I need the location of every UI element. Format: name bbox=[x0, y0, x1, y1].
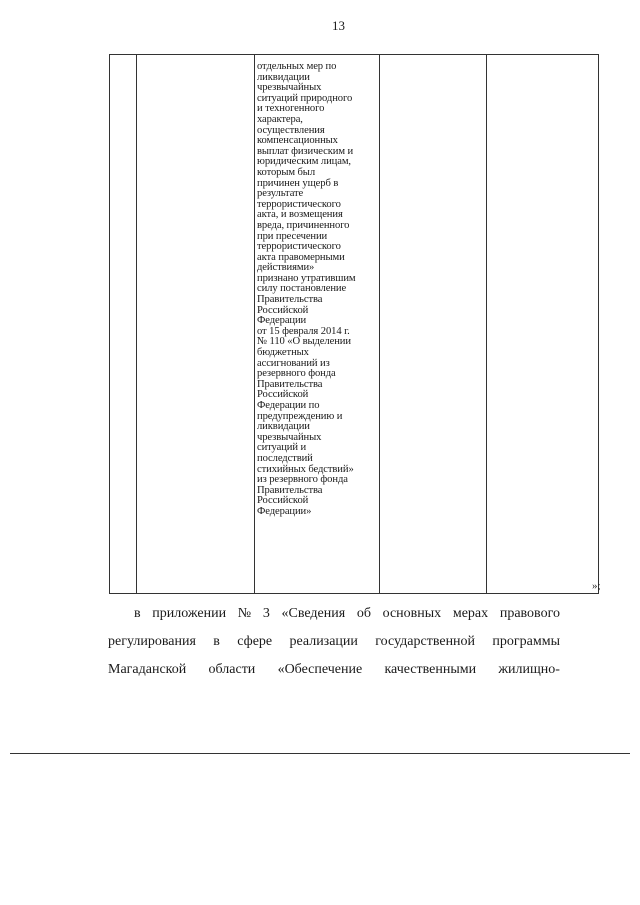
cell-line: ликвидации bbox=[257, 71, 310, 83]
paragraph-word: «Сведения bbox=[281, 606, 346, 621]
cell-line: вреда, причиненного bbox=[257, 219, 350, 231]
paragraph-word: № bbox=[237, 606, 252, 621]
paragraph-word: правового bbox=[499, 606, 560, 621]
paragraph-word: мерах bbox=[452, 606, 489, 621]
paragraph-word: 3 bbox=[262, 606, 270, 621]
cell-line: Российской bbox=[257, 495, 309, 507]
cell-line: признано утратившим bbox=[257, 272, 356, 284]
cell-line: осуществления bbox=[257, 124, 325, 136]
closing-quote-mark: »; bbox=[592, 580, 601, 592]
cell-line: ситуаций и bbox=[257, 442, 307, 454]
cell-line: юридическим лицам, bbox=[257, 156, 351, 168]
paragraph-word: регулирования bbox=[108, 634, 196, 649]
table-column-divider bbox=[486, 54, 487, 594]
cell-line: характера, bbox=[257, 113, 303, 125]
table-border-top bbox=[109, 54, 599, 55]
table-column-divider bbox=[136, 54, 137, 594]
cell-line: при пресечении bbox=[257, 230, 328, 242]
paragraph-line bbox=[108, 656, 560, 684]
cell-line: причинен ущерб в bbox=[257, 177, 339, 189]
cell-line: стихийных бедствий» bbox=[257, 463, 354, 475]
cell-line: Правительства bbox=[257, 378, 323, 390]
table-border-left bbox=[109, 54, 110, 594]
paragraph-word: программы bbox=[492, 634, 560, 649]
cell-line: бюджетных bbox=[257, 347, 309, 359]
paragraph-word: государственной bbox=[375, 634, 476, 649]
paragraph-line bbox=[108, 600, 560, 628]
table-border-bottom bbox=[109, 593, 599, 594]
cell-line: и техногенного bbox=[257, 103, 325, 115]
paragraph-word: основных bbox=[382, 606, 442, 621]
cell-line: чрезвычайных bbox=[257, 431, 322, 443]
paragraph-word: области bbox=[208, 662, 256, 677]
paragraph-word: реализации bbox=[289, 634, 358, 649]
cell-line: № 110 «О выделении bbox=[257, 336, 351, 348]
cell-line: Правительства bbox=[257, 484, 323, 496]
paragraph-word: качественными bbox=[384, 662, 477, 677]
cell-line: действиями» bbox=[257, 262, 315, 274]
cell-line: из резервного фонда bbox=[257, 474, 348, 486]
paragraph-word: в bbox=[134, 606, 141, 621]
body-paragraph bbox=[108, 600, 560, 684]
table-column-divider bbox=[254, 54, 255, 594]
cell-line: террористического bbox=[257, 198, 341, 210]
paragraph-word: приложении bbox=[152, 606, 227, 621]
cell-line: от 15 февраля 2014 г. bbox=[257, 325, 350, 337]
cell-line: акта, и возмещения bbox=[257, 209, 343, 221]
cell-line: ассигнований из bbox=[257, 357, 330, 369]
paragraph-word: сфере bbox=[237, 634, 273, 649]
cell-line: которым был bbox=[257, 166, 316, 178]
cell-line: Российской bbox=[257, 304, 309, 316]
paragraph-line bbox=[108, 628, 560, 656]
cell-line: Федерации по bbox=[257, 400, 320, 411]
paragraph-word: в bbox=[213, 634, 220, 649]
cell-line: акта правомерными bbox=[257, 251, 345, 263]
table-border-right bbox=[598, 54, 599, 594]
cell-line: последствий bbox=[257, 452, 313, 464]
cell-line: компенсационных bbox=[257, 135, 338, 147]
bottom-divider bbox=[10, 753, 630, 754]
document-table bbox=[109, 54, 599, 594]
paragraph-word: об bbox=[356, 606, 371, 621]
cell-line: Федерации» bbox=[257, 505, 312, 517]
cell-line: силу постановление bbox=[257, 283, 347, 295]
paragraph-word: Магаданской bbox=[108, 662, 187, 677]
cell-line: предупреждению и bbox=[257, 410, 343, 422]
page-number: 13 bbox=[332, 18, 345, 33]
cell-line: Федерации bbox=[257, 315, 307, 327]
cell-line: ликвидации bbox=[257, 421, 310, 433]
cell-line: террористического bbox=[257, 241, 341, 253]
cell-line: выплат физическим и bbox=[257, 145, 354, 157]
cell-line: результате bbox=[257, 188, 304, 200]
cell-line: чрезвычайных bbox=[257, 82, 322, 94]
cell-line: Правительства bbox=[257, 294, 323, 306]
cell-line: резервного фонда bbox=[257, 368, 336, 380]
table-cell-text bbox=[257, 62, 379, 518]
paragraph-word: «Обеспечение bbox=[277, 662, 363, 677]
paragraph-word: жилищно- bbox=[498, 662, 560, 677]
cell-line: ситуаций природного bbox=[257, 92, 353, 104]
table-column-divider bbox=[379, 54, 380, 594]
cell-line: отдельных мер по bbox=[257, 61, 337, 72]
cell-line: Российской bbox=[257, 389, 309, 401]
